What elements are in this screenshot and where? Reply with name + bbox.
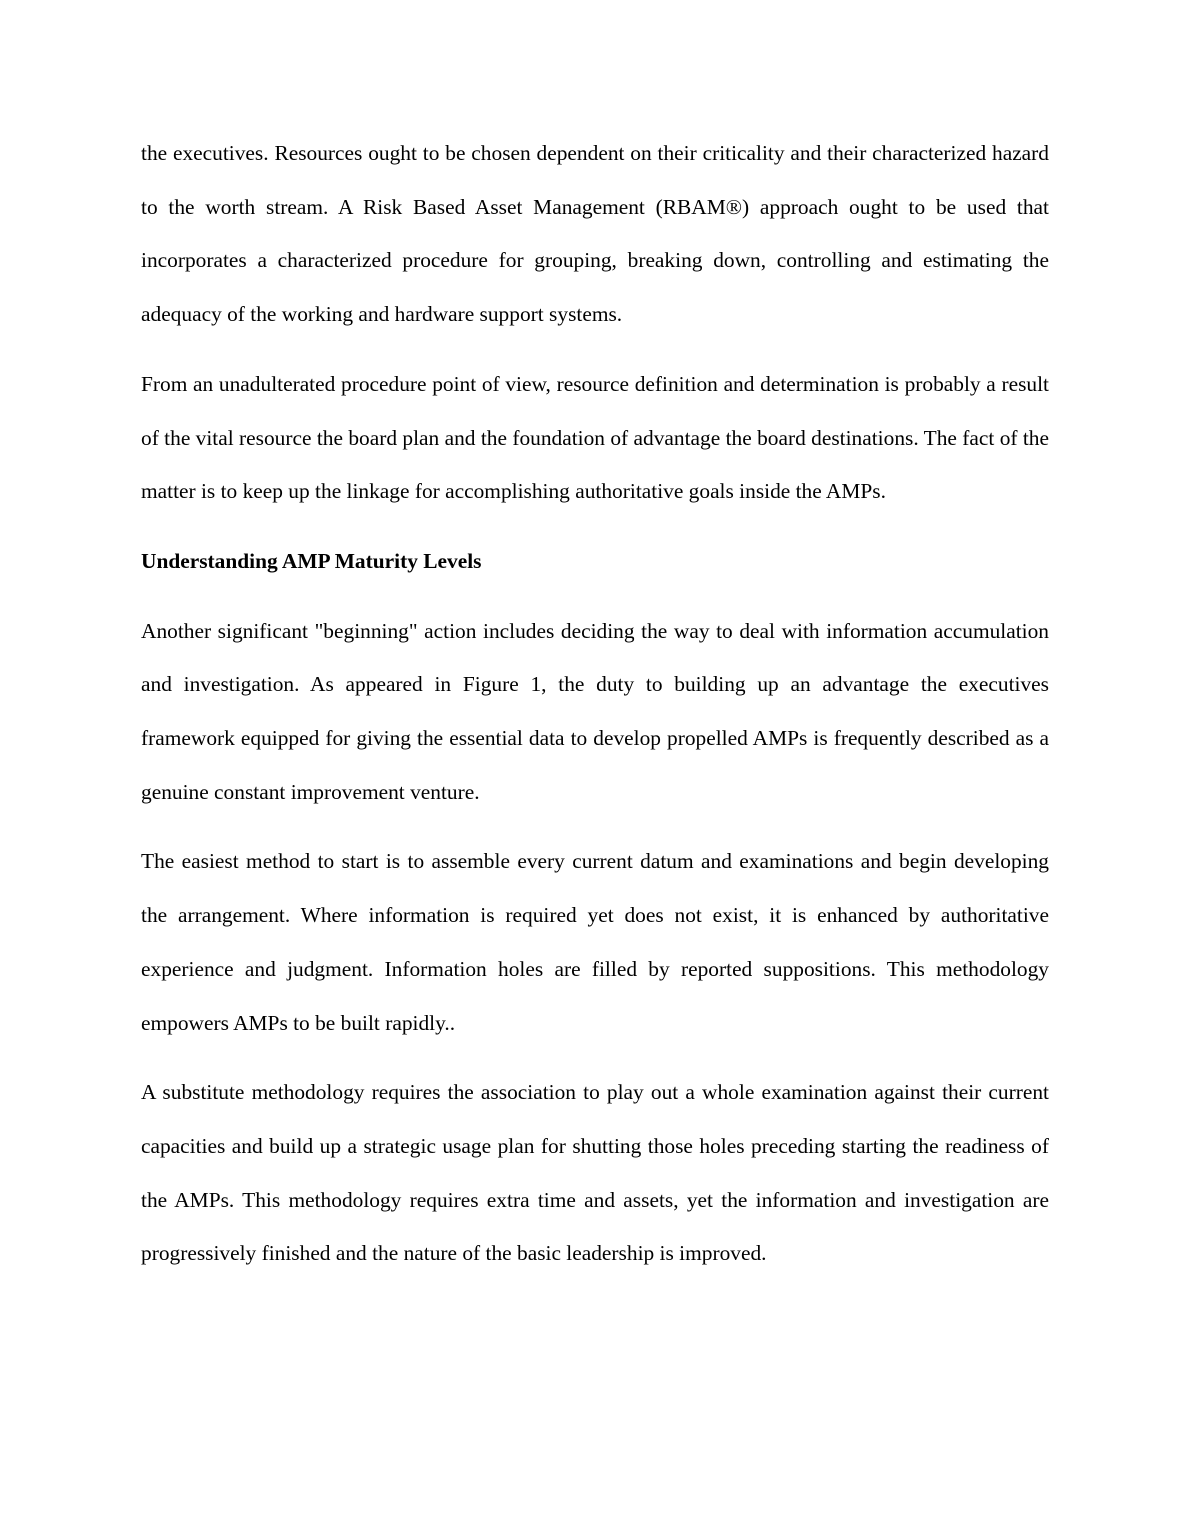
paragraph-easiest-method: The easiest method to start is to assemble every current datum and examinations and begin developing the arrangement. Where information is required yet does not exist, it is enhanced by authoritative experience and judgment. Information holes are filled by reported suppositions. This methodology empowers AMPs to be built rapidly.. — [141, 849, 1049, 1035]
section-heading: Understanding AMP Maturity Levels — [141, 548, 482, 573]
paragraph-resource-definition: From an unadulterated procedure point of view, resource definition and determination is probably a result of the vital resource the board plan and the foundation of advantage the board destinations. The fact of the matter is to keep up the linkage for accomplishing authoritative goals inside the AMPs. — [141, 371, 1049, 504]
paragraph-rbam-approach: the executives. Resources ought to be chosen dependent on their criticality and their characterized hazard to the worth stream. A Risk Based Asset Management (RBAM®) approach ought to be used that incorporates a characterized procedure for grouping, breaking down, controlling and estimating the adequacy of the working and hardware support systems. — [141, 141, 1049, 327]
paragraph-data-collection: Another significant "beginning" action includes deciding the way to deal with information accumulation and investigation. As appeared in Figure 1, the duty to building up an advantage the executives framework equipped for giving the essential data to develop propelled AMPs is frequently described as a genuine constant improvement venture. — [141, 618, 1049, 804]
paragraph-substitute-method: A substitute methodology requires the association to play out a whole examination against their current capacities and build up a strategic usage plan for shutting those holes preceding starting the readiness of the AMPs. This methodology requires extra time and assets, yet the information and investigation are progressively finished and the nature of the basic leadership is improved. — [141, 1080, 1049, 1266]
document-body — [141, 127, 1049, 1297]
